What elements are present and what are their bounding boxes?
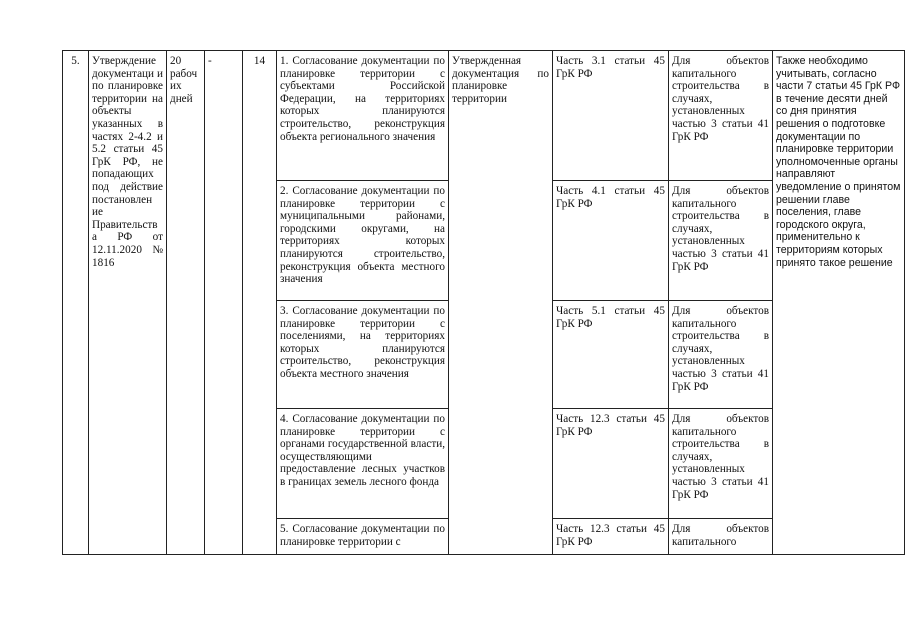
approval-condition: Для объектов капитального строительства в случаях, установленных частью 3 статьи 41 ГрК РФ: [669, 409, 773, 519]
approval-condition: Для объектов капитального строительства в случаях, установленных частью 3 статьи 41 ГрК РФ: [669, 51, 773, 181]
approval-text: 3. Согласование документации по планировке территории с поселениями, на территориях которых планируются строительство, реконструкция объекта местного значения: [277, 301, 449, 409]
count-cell: 14: [243, 51, 277, 555]
dash-cell: -: [205, 51, 243, 555]
approval-text: 4. Согласование документации по планировке территории с органами государственной власти, осуществляющими предоставление лесных участков в границах земель лесного фонда: [277, 409, 449, 519]
service-name: Утверждение документаци и по планировке территории на объекты указанных в частях 2-4.2 и 5.2 статьи 45 ГрК РФ, не попадающих под действие постановлен ие Правительств а РФ от 12.11.2020 № 1816: [89, 51, 167, 555]
approval-basis: Часть 12.3 статьи 45 ГрК РФ: [553, 519, 669, 555]
approval-text: 5. Согласование документации по планировке территории с: [277, 519, 449, 555]
approval-basis: Часть 4.1 статьи 45 ГрК РФ: [553, 181, 669, 301]
note-cell: Также необходимо учитывать, согласно части 7 статьи 45 ГрК РФ в течение десяти дней со дня принятия решения о подготовке документации по планировке территории уполномоченные органы направляют уведомление о принятом решении главе поселения, главе городского округа, применительно к территориям которых принято такое решение: [773, 51, 905, 555]
approval-basis: Часть 5.1 статьи 45 ГрК РФ: [553, 301, 669, 409]
row-number: 5.: [63, 51, 89, 555]
approval-text: 2. Согласование документации по планировке территории с муниципальными районами, городскими округами, на территориях которых планируются строительство, реконструкция объекта местного значения: [277, 181, 449, 301]
approval-text: 1. Согласование документации по планировке территории с субъектами Российской Федерации, на территориях которых планируются строительство, реконструкция объекта регионального значения: [277, 51, 449, 181]
approval-basis: Часть 12.3 статьи 45 ГрК РФ: [553, 409, 669, 519]
approval-condition: Для объектов капитального строительства в случаях, установленных частью 3 статьи 41 ГрК РФ: [669, 181, 773, 301]
regulation-table: [62, 50, 905, 555]
approval-condition: Для объектов капитального строительства в случаях, установленных частью 3 статьи 41 ГрК РФ: [669, 301, 773, 409]
approval-condition: Для объектов капитального: [669, 519, 773, 555]
service-term: 20 рабоч их дней: [167, 51, 205, 555]
approval-row-1: [63, 51, 905, 181]
result-cell: Утвержденная документация по планировке территории: [449, 51, 553, 555]
approval-basis: Часть 3.1 статьи 45 ГрК РФ: [553, 51, 669, 181]
